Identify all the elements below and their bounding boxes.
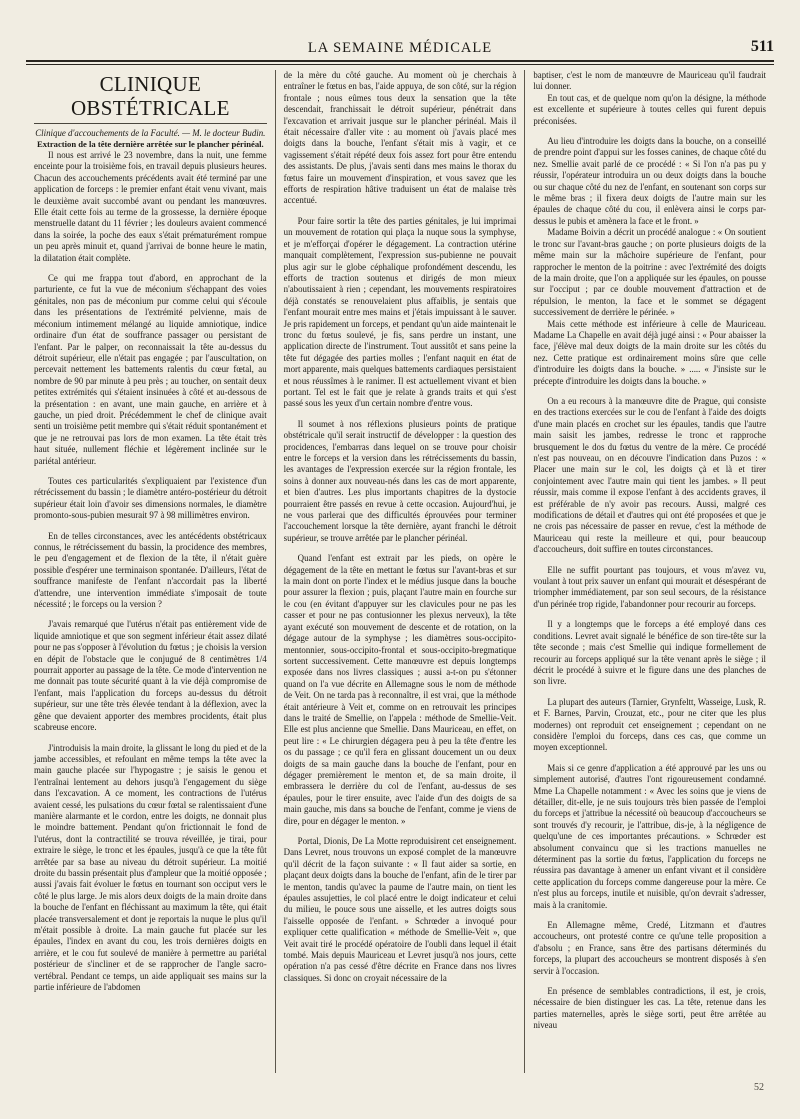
paragraph: En présence de semblables contradictions, il est, je crois, nécessaire de bien distinguer les cas. La tête, retenue dans les parties maternelles, après le siège sorti, peut être arrêtée au niveau — [533, 986, 767, 1031]
paragraph: En de telles circonstances, avec les antécédents obstétricaux connus, le rétrécissement du bassin, la procidence des membres, le peu d'engagement et de flexion de la tête, il n'était guère possible d'espérer une terminaison spontanée. D'ailleurs, l'état de souffrance manifeste de l'enfant n'accordait pas la liberté d'attendre, une intervention immédiate s'imposait de toute nécessité ; le forceps ou la version ? — [34, 530, 267, 610]
lecture-line — [34, 128, 267, 139]
paragraph: Il y a longtemps que le forceps a été employé dans ces conditions. Levret avait signalé le bénéfice de son tire-tête sur la tête seconde ; mais c'est Smellie qui indique formellement de recourir au forceps appliqué sur la tête venant après le siège ; il décrit le procédé à suivre et le figure dans une des planches de son livre. — [533, 619, 767, 687]
paragraph: Pour faire sortir la tête des parties génitales, je lui imprimai un mouvement de rotation qui plaça la nuque sous la symphyse, et je m'efforçai d'opérer le dégagement. La contraction utérine manquait complètement, l'expression sus-pubienne ne pouvait plus agir sur le globe céphalique profondément descendu, les efforts de traction soutenus et dirigés de mon mieux n'aboutissaient à rien ; cependant, les mouvements respiratoires déjà constatés se renouvelaient plus affaiblis, je sentais que l'enfant mourait entre mes mains et j'étais impuissant à le sauver. Je pris rapidement un forceps, et pendant qu'un aide maintenait le tronc du fœtus soulevé, je fis, sans perdre un instant, une application directe de l'instrument. Tout aussitôt et sans peine la tête fut dégagée des parties molles ; l'enfant naquit en état de mort apparente, mais quelques battements cardiaques persistaient et nous réussîmes à le ranimer. Il est actuellement vivant et bien portant. Tel est le fait que je relate à grands traits et qui s'est passé sous les yeux d'un certain nombre d'entre vous. — [283, 215, 517, 409]
paragraph: Il nous est arrivé le 23 novembre, dans la nuit, une femme enceinte pour la troisième fois, en travail depuis plusieurs heures. Chacun des accouchements précédents avait été terminé par une application de forceps : le premier enfant était venu vivant, mais le deuxième avait succombé avant ou pendant les manœuvres. Elle était cette fois au terme de la grossesse, la dernière époque menstruelle datant du 11 février ; les douleurs avaient commencé dans la soirée, la poche des eaux s'était prématurément rompue un peu après minuit et, quand j'arrivai de bonne heure le matin, la dilatation était complète. — [34, 150, 267, 263]
paragraph: La plupart des auteurs (Tarnier, Grynfeltt, Wasseige, Lusk, R. et F. Barnes, Parvin, Crouzat, etc., pour ne citer que les plus modernes) ont reproduit cet enseignement ; cependant on ne considère l'emploi du forceps, dans ces cas, que comme un moyen exceptionnel. — [533, 696, 767, 753]
column-3 — [524, 70, 774, 1073]
paragraph: baptiser, c'est le nom de manœuvre de Mauriceau qu'il faudrait lui donner. — [533, 70, 767, 92]
paragraph: Portal, Dionis, De La Motte reproduisirent cet enseignement. Dans Levret, nous trouvons un exposé complet de la manœuvre qu'il décrit de la façon suivante : « Il faut aider sa sortie, en plaçant deux doigts dans la bouche de l'enfant, afin de le tirer par le menton, tandis qu'avec la paume de l'autre main, on tient les épaules assujetties, le col placé entre le doigt indicateur et celui du milieu, le pouce sous une aisselle, et les autres doigts sous l'aisselle opposée de l'enfant. » Schrœder a invoqué pour expliquer cette qualification « méthode de Smellie-Veit », que Veit avait tiré le procédé opératoire de l'oubli dans lequel il était tombé. Mais depuis Mauriceau et Levret jusqu'à nos jours, cette opération n'a pas cessé d'être décrite en France dans nos livres classiques. Si donc on croyait nécessaire de la — [283, 836, 517, 983]
paragraph: J'introduisis la main droite, la glissant le long du pied et de la jambe accessibles, et refoulant en même temps la tête avec la main gauche placée sur l'hypogastre ; je saisis le genou et l'entraînai lentement au dehors jusqu'à l'engagement du siège dans l'excavation. A ce moment, les contractions de l'utérus avaient cessé, les pulsations du cœur fœtal se ralentissaient d'une manière alarmante et le cordon, entre les doigts, ne donnait plus le moindre battement. Pendant qu'on frictionnait le fond de l'utérus, dont la contractilité se trouva réveillée, je tirai, pour extraire le siège, le tronc et les épaules, jusqu'à ce que la tête fût arrêtée par sa base au niveau du détroit supérieur. La moitié droite du bassin présentait plus d'ampleur que la moitié opposée ; aussi j'avais fait évoluer le fœtus en tournant son occiput vers le côté le plus large. Je mis alors deux doigts de la main droite dans la bouche de l'enfant en fléchissant au maximum la tête, qui était placée transversalement et dont je reportais la nuque le plus qu'il m'était possible à droite. La main gauche fut placée sur les épaules, l'index en avant du cou, les trois dernières doigts en arrière, et le cou fut soulevé de manière à permettre au pariétal postérieur de s'incliner et de se rapprocher de l'angle sacro-vertébral. Pendant ce temps, un aide appliquait ses mains sur la partie inférieure de l'abdomen — [34, 742, 267, 993]
signature-mark: 52 — [754, 1082, 764, 1093]
paragraph: de la mère du côté gauche. Au moment où je cherchais à entraîner le fœtus en bas, l'aide appuya, de son côté, sur la région frontale ; nous eûmes tous deux la sensation que la tête descendait, franchissait le détroit supérieur, pénétrait dans l'excavation et arrivait jusque sur le plancher périnéal. Mais il était nécessaire d'aller vite : au moment où j'avais placé mes doigts dans la bouche, l'enfant s'était mis à vagir, et ce vagissement s'était répété deux fois assez fort pour être entendu des assistants. De plus, j'avais senti dans mes mains le thorax du fœtus faire un mouvement d'inspiration, et vous savez que les efforts de respiration hâtive traduisent un état de malaise très accentué. — [283, 70, 517, 206]
paragraph: J'avais remarqué que l'utérus n'était pas entièrement vide de liquide amniotique et que son segment inférieur était assez dilaté pour ne pas s'opposer à l'évolution du fœtus ; je choisis la version en dépit de l'obstacle que le conjugué de 8 centimètres 1/4 pourrait apporter au passage de la tête. Ce mode d'intervention ne me donnait pas toute sécurité quant à la vie déjà compromise de l'enfant, mais l'application du forceps au-dessus du détroit supérieur, sur une tête très élevée tendant à la déflexion, avec la gêne que devaient apporter des membres procidents, était plus scabreuse encore. — [34, 619, 267, 733]
paragraph: Toutes ces particularités s'expliquaient par l'existence d'un rétrécissement du bassin ; le diamètre antéro-postérieur du détroit supérieur était loin d'avoir ses dimensions normales, le diamètre promonto-sous-pubien mesurait 97 à 98 millimètres environ. — [34, 475, 267, 521]
paragraph: Quand l'enfant est extrait par les pieds, on opère le dégagement de la tête en mettant le fœtus sur l'avant-bras et sur la main dont on porte l'index et le médius jusque dans la bouche pour assurer la flexion ; puis, plaçant l'autre main en fourche sur le cou (en évitant d'appuyer sur les clavicules pour ne pas les casser et pour ne pas contusionner les plexus nerveux), la tête ayant exécuté son mouvement de descente et de rotation, on la dégage autour de la symphyse ; les diamètres sous-occipito-mentonnier, sous-occipito-frontal et sous-occipito-bregmatique sortent successivement. Cette manœuvre est depuis longtemps exposée dans nos livres classiques ; aussi a-t-on pu s'étonner quand on l'a vue décrite en Allemagne sous le nom de méthode de Veit. On ne tarda pas à reconnaître, il est vrai, que la méthode était antérieure à Veit et, comme on en retrouvait les principes dans le traité de Smellie, on l'appela : méthode de Smellie-Veit. Elle est plus ancienne que Smellie. Dans Mauriceau, en effet, on peut lire : « Le chirurgien dégagera peu à peu la tête d'entre les os du passage ; ce qu'il fera en glissant doucement un ou deux doigts de sa main gauche dans la bouche de l'enfant, pour en dégager premièrement le menton et, de sa main droite, il embrassera le derrière du col de l'enfant, au-dessus de ses épaules, pour le tirer ensuite, avec l'aide d'un des doigts de sa main gauche, mis dans sa bouche de l'enfant, comme je viens de dire, pour en dégager le menton. » — [283, 553, 517, 826]
header-rule-thin — [26, 64, 774, 65]
journal-title: LA SEMAINE MÉDICALE — [307, 40, 493, 56]
paragraph: Au lieu d'introduire les doigts dans la bouche, on a conseillé de prendre point d'appui sur les fosses canines, de chaque côté du nez. Smellie avait parlé de ce procédé : « Si l'on n'a pas pu y réussir, l'opérateur introduira un ou deux doigts dans la bouche ou sur chaque côté du nez de l'enfant, en soutenant son corps sur le même bras ; il fixera deux doigts de l'autre main sur les épaules de chaque côté du cou, il enlèvera ainsi le corps par-dessus le pubis et amènera la face et le front. » — [533, 136, 767, 226]
paragraph: Il soumet à nos réflexions plusieurs points de pratique obstétricale qu'il serait instructif de développer : la question des procidences, l'embarras dans lequel on se trouve pour choisir entre le forceps et la version dans les rétrécissements du bassin, les avantages de l'expression exercée sur la région frontale, les soins à donner aux nouveau-nés dans les cas de mort apparente, et bien d'autres. Les plus importants chapitres de la dystocie pourraient être passés en revue à cette occasion. Aujourd'hui, je ne vous parlerai que des difficultés éprouvées pour terminer l'accouchement lorsque la tête dernière, ayant franchi le détroit supérieur, se trouve arrêtée par le plancher périnéal. — [283, 418, 517, 543]
paragraph: Madame Boivin a décrit un procédé analogue : « On soutient le tronc sur l'avant-bras gauche ; on porte plusieurs doigts de la même main sur la mâchoire supérieure de l'enfant, pour rapprocher le menton de la poitrine : avec l'extrémité des doigts de la main droite, que l'on a appliquée sur les épaules, on pousse sur l'occiput ; par ce double mouvement d'attraction et de répulsion, le menton, la face et le sommet se dégagent successivement de derrière le périnée. » — [533, 227, 767, 318]
text-columns — [26, 70, 774, 1073]
column-1 — [26, 70, 275, 1073]
paragraph: En Allemagne même, Credé, Litzmann et d'autres accoucheurs, ont protesté contre ce qu'une telle proposition a d'absolu ; en France, sans être des partisans déterminés du forceps, la plupart des accoucheurs se montrent disposés à s'en servir à l'occasion. — [533, 920, 767, 976]
section-title: CLINIQUE OBSTÉTRICALE — [34, 72, 267, 124]
paragraph: Mais cette méthode est inférieure à celle de Mauriceau. Madame La Chapelle en avait déjà jugé ainsi : « Pour abaisser la face, j'élève mal deux doigts de la main droite sur les côtés du nez. Cette pratique est ordinairement moins sûre que celle d'introduire les doigts dans la bouche. » ..... « J'insiste sur le précepte d'introduire les doigts dans la bouche. » — [533, 318, 767, 386]
column-2 — [275, 70, 525, 1073]
paragraph: En tout cas, et de quelque nom qu'on la désigne, la méthode est excellente et supérieure à toutes celles qui furent depuis préconisées. — [533, 92, 767, 126]
article-subtitle: Extraction de la tête dernière arrêtée sur le plancher périnéal. — [36, 139, 264, 149]
paragraph: Ce qui me frappa tout d'abord, en approchant de la parturiente, ce fut la vue de méconium s'échappant des voies génitales, non pas de méconium pur comme celui qui s'écoule dans les présentations de l'extrémité pelvienne, mais de méconium intimement mélangé au liquide amniotique, indice ordinaire d'un état de souffrance passager ou persistant de l'enfant. Par le palper, on reconnaissait la tête au-dessus du détroit supérieur, elle n'était pas engagée ; par l'auscultation, on percevait nettement les battements ralentis du cœur fœtal, au nombre de 90 par minute à peu près ; au toucher, on sentait deux petites extrémités qui s'étaient insinuées à côté et au-dessous de la présentation : en avant, une main gauche, en arrière et à gauche, un pied droit. Précédemment le chef de clinique avait senti un troisième petit membre qui s'était réduit spontanément et que je ne retrouvai pas lors de mon examen. La tête était très haut située, nullement fléchie et légèrement inclinée sur le pariétal antérieur. — [34, 273, 267, 466]
lecture-line-text: Clinique d'accouchements de la Faculté. — M. le docteur Budin. — [35, 128, 266, 138]
paragraph: Elle ne suffit pourtant pas toujours, et vous m'avez vu, voulant à tout prix sauver un enfant qui mourait et désespérant de triompher immédiatement, par son seul secours, de la résistance d'un périnée trop rigide, l'abandonner pour recourir au forceps. — [533, 564, 767, 609]
paragraph: On a eu recours à la manœuvre dite de Prague, qui consiste en des tractions exercées sur le cou de l'enfant à l'aide des doigts d'une main placés en crochet sur les épaules, tandis que l'autre main saisit les jambes, redresse le tronc et rapproche brusquement le dos du fœtus du ventre de la mère. Ce procédé n'est pas nouveau, on en découvre l'indication dans Puzos : « Placer une main sur le col, les doigts çà et là et tirer conjointement avec l'autre main qui tient les jambes. » Il peut réussir, mais comme il expose l'enfant à des accidents graves, il est préférable de n'y avoir pas recours. Aussi, malgré ces modifications de détail et d'autres qui ont été proposées et que je ne crois pas nécessaire de passer en revue, c'est la méthode de Mauriceau qui reste la meilleure et qui, pour beaucoup d'accoucheurs, doit suffire en toutes circonstances. — [533, 395, 767, 555]
paragraph: Mais si ce genre d'application a été approuvé par les uns ou simplement autorisé, d'autres l'ont rigoureusement condamné. Mme La Chapelle notamment : « Avec les soins que je viens de détailler, dit-elle, je ne suis toujours très bien passée de l'emploi du forceps et j'attribue la nécessité où beaucoup d'accoucheurs se sont trouvés d'y recourir, je l'attribue, dis-je, à la négligence de quelqu'une de ces importantes précautions. » Schrœder est absolument convaincu que si les tractions manuelles ne déterminent pas la sortie du fœtus, l'application du forceps ne réussira pas davantage à amener un enfant vivant et il considère cette application du forceps comme dangereuse pour la mère. Ce n'est plus au forceps, inutile et nuisible, qu'on devrait s'adresser, mais à la cranitomie. — [533, 762, 767, 910]
running-head — [26, 34, 774, 58]
page-number: 511 — [750, 38, 774, 55]
header-rule — [26, 60, 774, 62]
